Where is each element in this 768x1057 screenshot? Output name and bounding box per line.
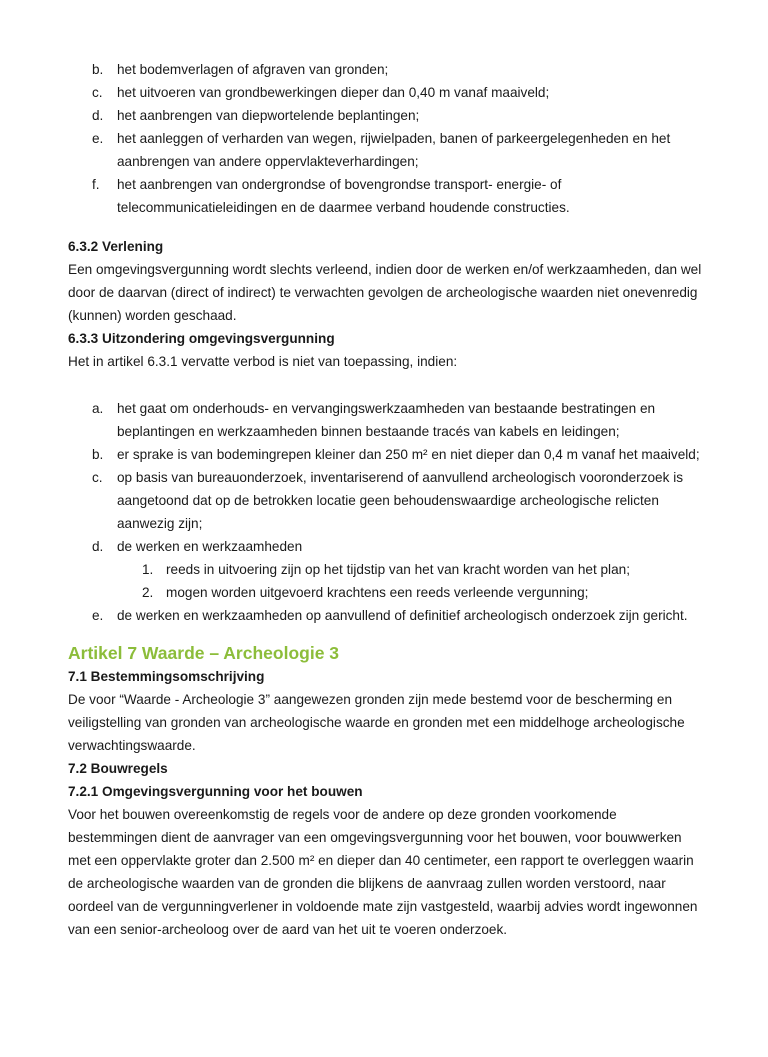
section-heading-6-3-2: 6.3.2 Verlening	[68, 239, 164, 254]
list-item-text: de werken en werkzaamheden	[117, 539, 303, 554]
sublist-marker: 1.	[142, 562, 154, 577]
exceptions-list	[68, 397, 708, 558]
section-heading-7-1: 7.1 Bestemmingsomschrijving	[68, 669, 265, 684]
sublist-item	[68, 558, 708, 581]
list-item-text: het aanbrengen van diepwortelende beplantingen;	[117, 108, 420, 123]
list-marker: f.	[92, 177, 100, 192]
section-text-7-1: De voor “Waarde - Archeologie 3” aangewezen gronden zijn mede bestemd voor de bescherming en veiligstelling van gronden van archeologische waarde en gronden met een middelhoge archeologische verwachtingswaarde.	[68, 692, 685, 753]
list-item-text: het uitvoeren van grondbewerkingen dieper dan 0,40 m vanaf maaiveld;	[117, 85, 550, 100]
permit-activities-list	[68, 58, 708, 219]
list-item-text: het aanbrengen van ondergrondse of bovengrondse transport- energie- of telecommunicatieleidingen en de daarmee verband houdende constructies.	[117, 177, 570, 215]
list-item	[68, 443, 708, 466]
list-item	[68, 58, 708, 81]
works-sublist	[68, 558, 708, 604]
list-item	[68, 535, 708, 558]
list-marker: a.	[92, 401, 104, 416]
list-marker: c.	[92, 85, 103, 100]
section-text-6-3-2: Een omgevingsvergunning wordt slechts verleend, indien door de werken en/of werkzaamheden, dan wel door de daarvan (direct of indirect) te verwachten gevolgen de archeologische waarden niet onevenredig (kunnen) worden geschaad.	[68, 262, 702, 323]
list-marker: e.	[92, 608, 104, 623]
list-marker: d.	[92, 108, 104, 123]
list-item-text: het gaat om onderhouds- en vervangingswerkzaamheden van bestaande bestratingen en beplantingen en werkzaamheden binnen bestaande tracés van kabels en leidingen;	[117, 401, 656, 439]
list-marker: d.	[92, 539, 104, 554]
list-item-text: het bodemverlagen of afgraven van gronden;	[117, 62, 389, 77]
list-item	[68, 604, 708, 627]
article-7-title: Artikel 7 Waarde – Archeologie 3	[68, 643, 340, 663]
list-marker: e.	[92, 131, 104, 146]
list-item	[68, 81, 708, 104]
sublist-item	[68, 581, 708, 604]
sublist-item-text: reeds in uitvoering zijn op het tijdstip van het van kracht worden van het plan;	[166, 562, 630, 577]
section-intro-6-3-3: Het in artikel 6.3.1 vervatte verbod is niet van toepassing, indien:	[68, 354, 458, 369]
list-marker: b.	[92, 447, 104, 462]
list-item	[68, 173, 708, 219]
list-item-text: de werken en werkzaamheden op aanvullend of definitief archeologisch onderzoek zijn gericht.	[117, 608, 688, 623]
sublist-item-text: mogen worden uitgevoerd krachtens een reeds verleende vergunning;	[166, 585, 589, 600]
list-item-text: er sprake is van bodemingrepen kleiner dan 250 m² en niet dieper dan 0,4 m vanaf het maaiveld;	[117, 447, 700, 462]
list-item-text: op basis van bureauonderzoek, inventariserend of aanvullend archeologisch vooronderzoek is aangetoond dat op de betrokken locatie geen behoudenswaardige archeologische relicten aanwezig zijn;	[117, 470, 684, 531]
section-heading-7-2: 7.2 Bouwregels	[68, 761, 168, 776]
list-item	[68, 397, 708, 443]
sublist-marker: 2.	[142, 585, 154, 600]
section-heading-6-3-3: 6.3.3 Uitzondering omgevingsvergunning	[68, 331, 335, 346]
list-item	[68, 104, 708, 127]
list-marker: c.	[92, 470, 103, 485]
list-item-text: het aanleggen of verharden van wegen, rijwielpaden, banen of parkeergelegenheden en het aanbrengen van andere oppervlakteverhardingen;	[117, 131, 671, 169]
exceptions-list-continued	[68, 604, 708, 627]
list-item	[68, 127, 708, 173]
section-heading-7-2-1: 7.2.1 Omgevingsvergunning voor het bouwen	[68, 784, 363, 799]
list-marker: b.	[92, 62, 104, 77]
list-item	[68, 466, 708, 535]
section-text-7-2-1: Voor het bouwen overeenkomstig de regels voor de andere op deze gronden voorkomende bestemmingen dient de aanvrager van een omgevingsvergunning voor het bouwen, voor bouwwerken met een oppervlakte groter dan 2.500 m² en dieper dan 40 centimeter, een rapport te overleggen waarin de archeologische waarden van de gronden die blijkens de aanvraag zullen worden verstoord, naar oordeel van de vergunningverlener in voldoende mate zijn vastgesteld, waarbij advies wordt ingewonnen van een senior-archeoloog over de aard van het uit te voeren onderzoek.	[68, 807, 698, 937]
